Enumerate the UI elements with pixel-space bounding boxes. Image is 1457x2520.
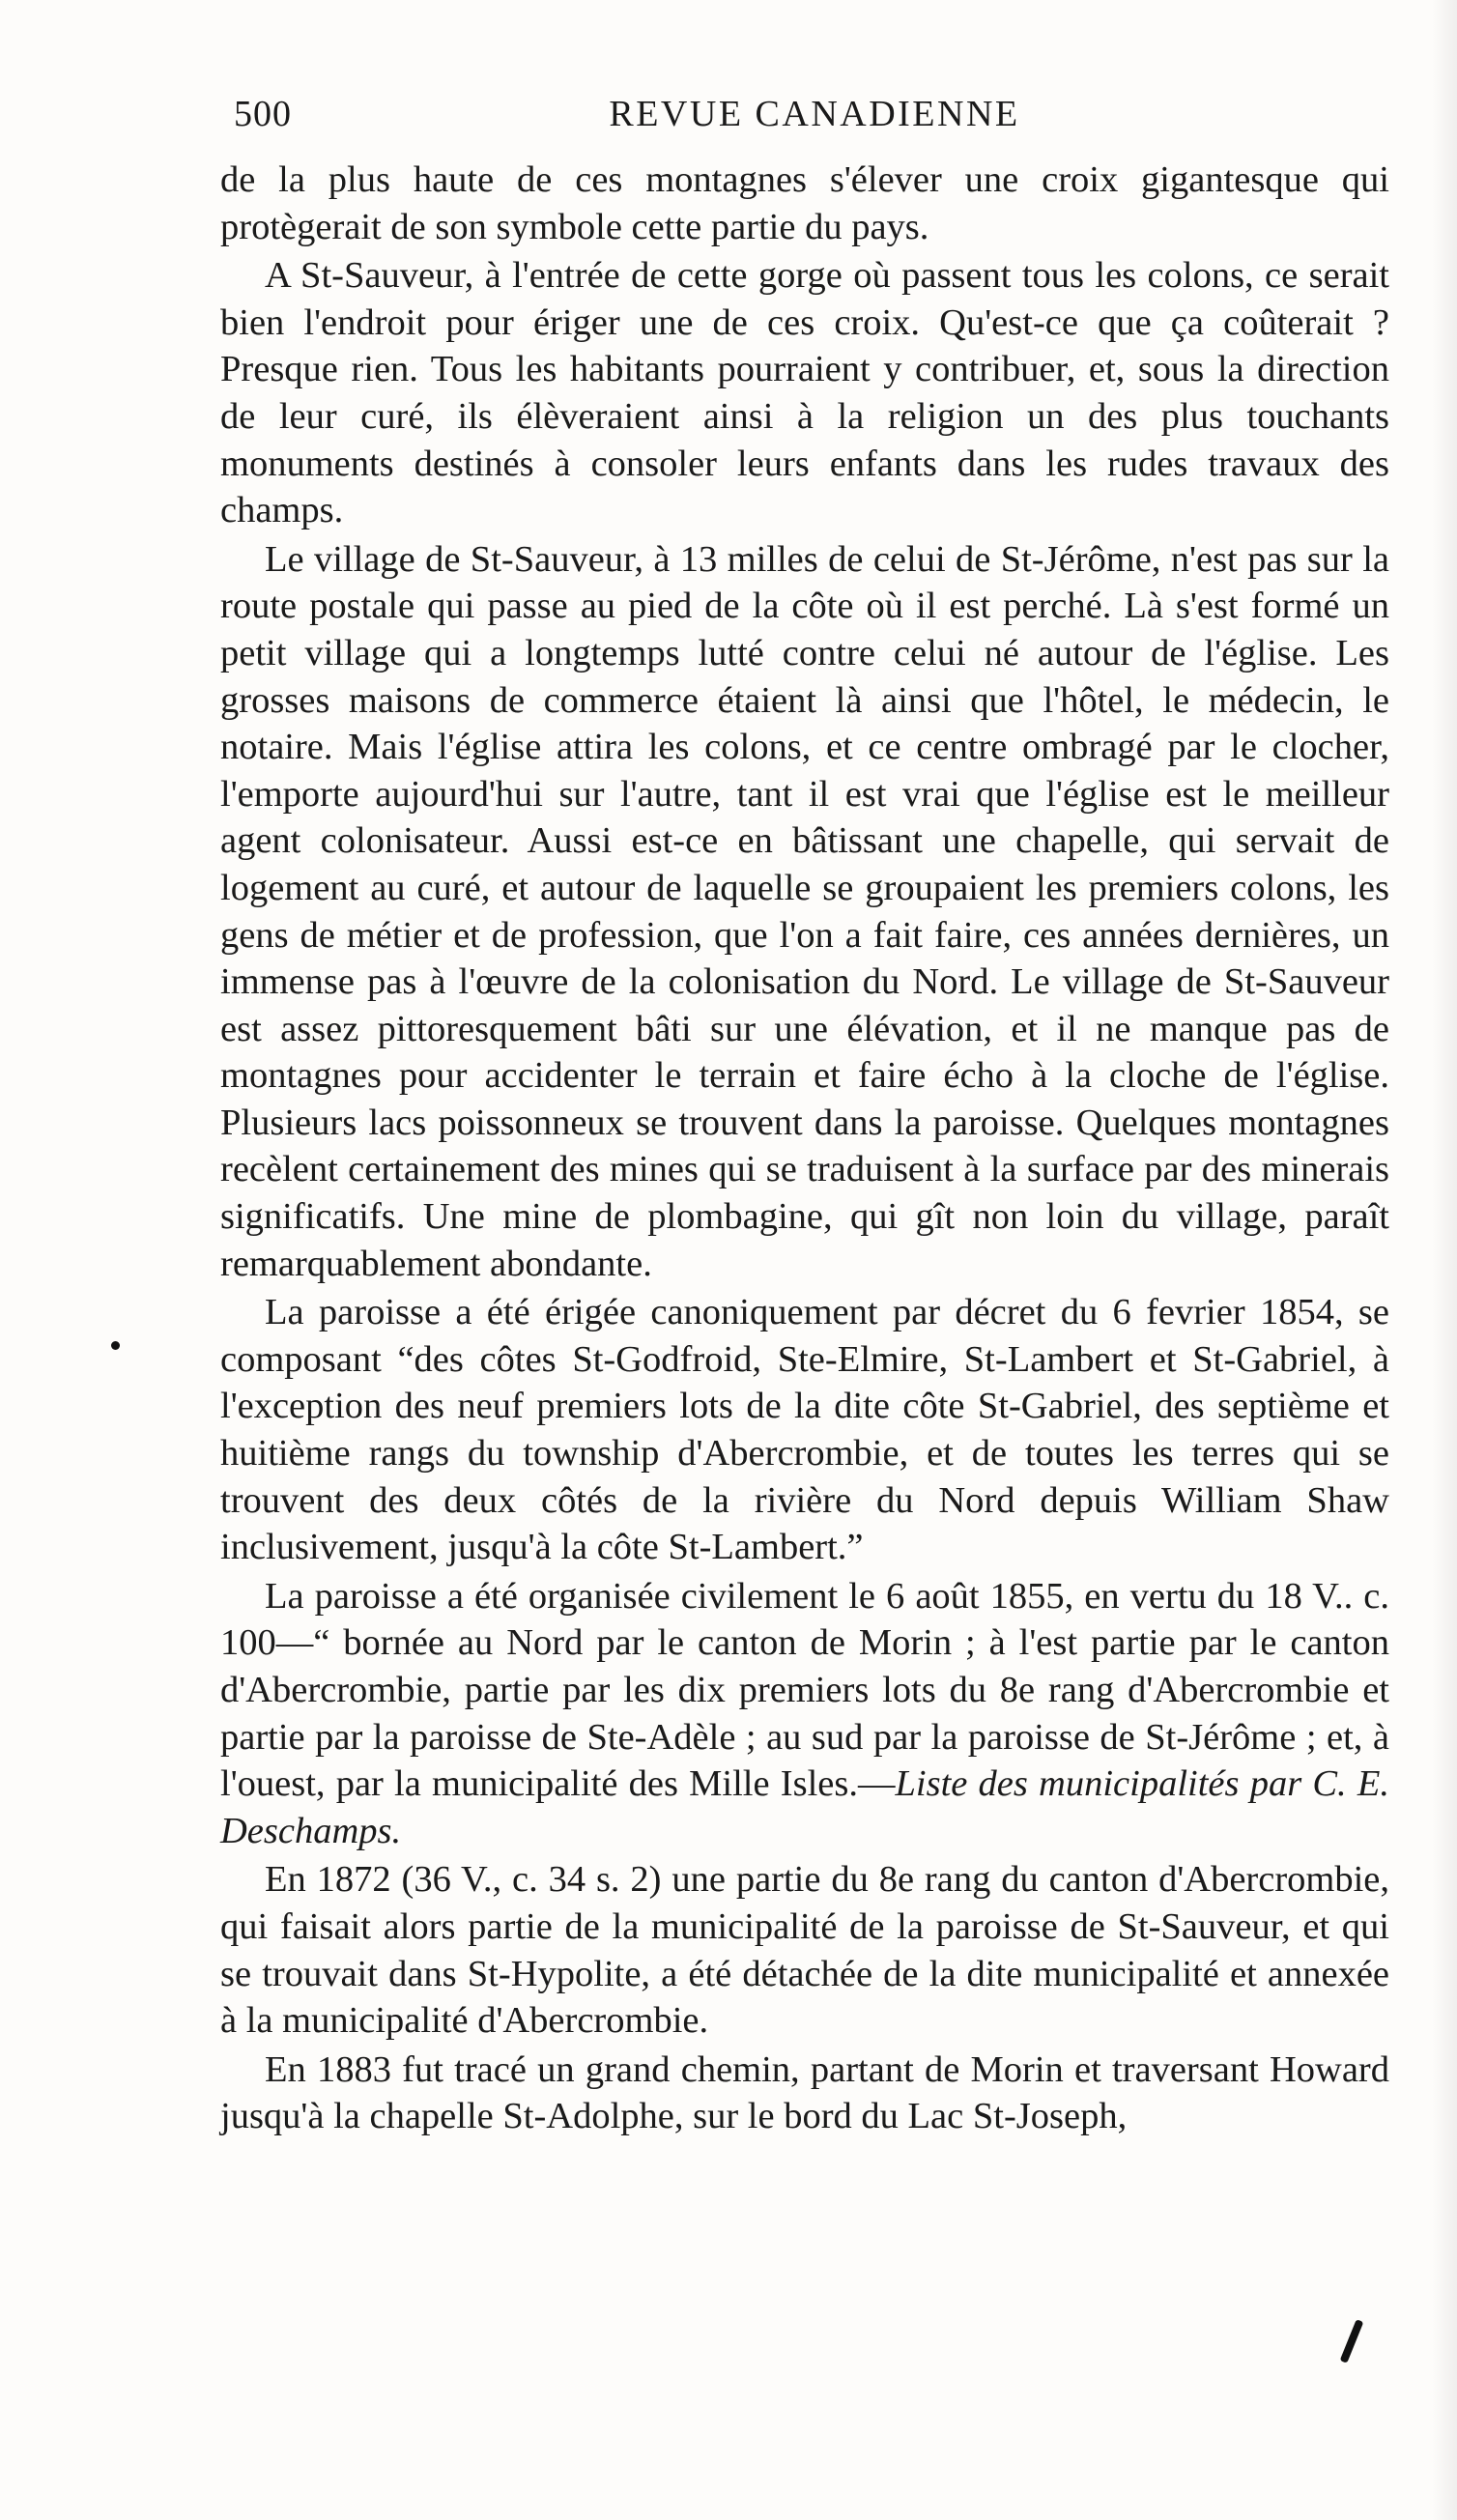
paragraph: En 1872 (36 V., c. 34 s. 2) une partie du 8e rang du canton d'Abercrombie, qui faisait alors partie de la municipalité de la paroisse de St-Sauveur, et qui se trouvait dans St-Hypolite, a été détachée de la dite municipalité et annexée à la municipalité d'Abercrombie. (220, 1859, 1389, 2042)
margin-dot-mark (111, 1341, 120, 1350)
citation: Liste des municipalités par C. E. Deschamps. (220, 1763, 1389, 1851)
page-edge-shadow (1432, 0, 1457, 2520)
body-text (220, 157, 1389, 2140)
page-header (220, 89, 1389, 157)
page-number: 500 (234, 94, 292, 134)
book-page (220, 89, 1389, 2140)
paragraph: A St-Sauveur, à l'entrée de cette gorge où passent tous les colons, ce serait bien l'endroit pour ériger une de ces croix. Qu'est-ce que ça coûterait ? Presque rien. Tous les habitants pourraient y contribuer, et, sous la direction de leur curé, ils élèveraient ainsi à la religion un des plus touchants monuments destinés à consoler leurs enfants dans les rudes travaux des champs. (220, 255, 1389, 531)
margin-slash-mark (1340, 2319, 1364, 2363)
paragraph-text: La paroisse a été organisée civilement le 6 août 1855, en vertu du 18 V.. c. 100—“ bornée au Nord par le canton de Morin ; à l'est partie par le canton d'Abercrombie, partie par les dix premiers lots du 8e rang d'Abercrombie et partie par la paroisse de Ste-Adèle ; au sud par la paroisse de St-Jérôme ; et, à l'ouest, par la municipalité des Mille Isles.— (220, 1575, 1389, 1805)
paragraph: Le village de St-Sauveur, à 13 milles de celui de St-Jérôme, n'est pas sur la route postale qui passe au pied de la côte où il est perché. Là s'est formé un petit village qui a longtemps lutté contre celui né autour de l'église. Les grosses maisons de commerce étaient là ainsi que l'hôtel, le médecin, le notaire. Mais l'église attira les colons, et ce centre ombragé par le clocher, l'emporte aujourd'hui sur l'autre, tant il est vrai que l'église est le meilleur agent colonisateur. Aussi est-ce en bâtissant une chapelle, qui servait de logement au curé, et autour de laquelle se groupaient les premiers colons, les gens de métier et de profession, que l'on a fait faire, ces années dernières, un immense pas à l'œuvre de la colonisation du Nord. Le village de St-Sauveur est assez pittoresquement bâti sur une élévation, et il ne manque pas de montagnes pour accidenter le terrain et faire écho à la cloche de l'église. Plusieurs lacs poissonneux se trouvent dans la paroisse. Quelques montagnes recèlent certainement des mines qui se traduisent à la surface par des minerais significatifs. Une mine de plombagine, qui gît non loin du village, paraît remarquablement abondante. (220, 538, 1389, 1284)
paragraph: de la plus haute de ces montagnes s'élever une croix gigantesque qui protègerait de son symbole cette partie du pays. (220, 159, 1389, 247)
paragraph: En 1883 fut tracé un grand chemin, partant de Morin et traversant Howard jusqu'à la chapelle St-Adolphe, sur le bord du Lac St-Joseph, (220, 2048, 1389, 2137)
paragraph (220, 1573, 1389, 1855)
paragraph: La paroisse a été érigée canoniquement par décret du 6 fevrier 1854, se composant “des côtes St-Godfroid, Ste-Elmire, St-Lambert et St-Gabriel, à l'exception des neuf premiers lots de la dite côte St-Gabriel, des septième et huitième rangs du township d'Abercrombie, et de toutes les terres qui se trouvent des deux côtés de la rivière du Nord depuis William Shaw inclusivement, jusqu'à la côte St-Lambert.” (220, 1292, 1389, 1568)
running-title: REVUE CANADIENNE (609, 94, 1020, 134)
